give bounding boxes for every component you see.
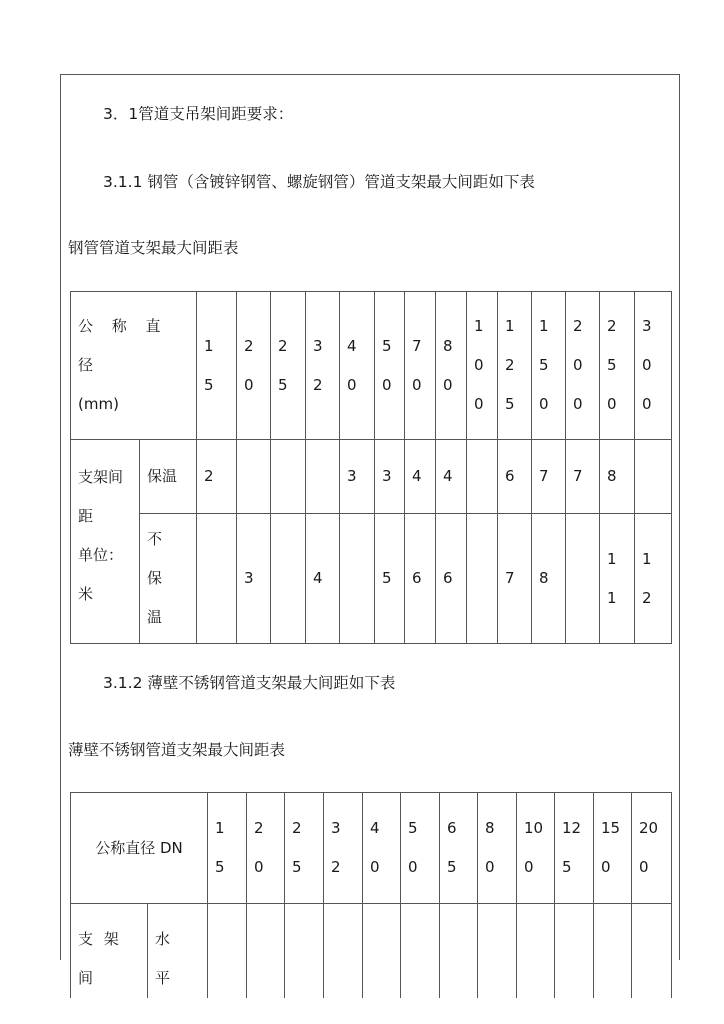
dn-100-digits xyxy=(524,809,554,887)
digit: 5 xyxy=(505,395,515,413)
digit: 2 xyxy=(292,819,302,837)
digit: 0 xyxy=(474,395,484,413)
digit: 6 xyxy=(412,569,422,587)
diameter-50 xyxy=(375,292,405,440)
horizontal-spacing-65 xyxy=(440,904,478,999)
steel-pipe-spacing-table xyxy=(70,291,672,644)
uninsulated-spacing-70 xyxy=(405,514,436,644)
digit: 4 xyxy=(313,569,323,587)
insulated-spacing-40 xyxy=(340,440,375,514)
diameter-250 xyxy=(600,292,635,440)
insulated-label: 保温 xyxy=(140,440,197,514)
diameter-80 xyxy=(436,292,467,440)
diameter-40 xyxy=(340,292,375,440)
digit: 5 xyxy=(204,375,214,394)
digit: 7 xyxy=(539,467,549,485)
digit: 5 xyxy=(382,569,392,587)
digit: 7 xyxy=(573,467,583,485)
digit: 0 xyxy=(573,395,583,413)
nominal-diameter-label: 公 称 直 径 xyxy=(78,317,168,374)
dn-50-digits xyxy=(408,809,439,887)
insulated-spacing-20 xyxy=(237,440,271,514)
insulated-spacing-125-digits xyxy=(505,457,531,496)
dn-header: 公称直径 DN xyxy=(71,793,208,904)
insulated-spacing-15-digits xyxy=(204,457,236,496)
dn-80 xyxy=(478,793,517,904)
uninsulated-spacing-125-digits xyxy=(505,559,531,598)
uninsulated-spacing-32 xyxy=(306,514,340,644)
diameter-25 xyxy=(271,292,306,440)
insulated-spacing-70-digits xyxy=(412,457,435,496)
digit: 2 xyxy=(607,317,617,335)
diameter-150-digits xyxy=(539,307,565,424)
digit: 10 xyxy=(524,819,544,837)
digit: 1 xyxy=(607,588,617,607)
dn-40 xyxy=(363,793,401,904)
digit: 2 xyxy=(331,858,341,876)
digit: 8 xyxy=(607,467,617,485)
horizontal-spacing-150 xyxy=(594,904,632,999)
dn-32-digits xyxy=(331,809,362,887)
dn-25-digits xyxy=(292,809,323,887)
digit: 0 xyxy=(639,858,649,876)
digit: 2 xyxy=(254,819,264,837)
insulated-spacing-150 xyxy=(532,440,566,514)
diameter-15 xyxy=(197,292,237,440)
digit: 8 xyxy=(485,819,495,837)
digit: 1 xyxy=(204,336,214,355)
insulated-spacing-150-digits xyxy=(539,457,565,496)
insulated-spacing-250-digits xyxy=(607,457,634,496)
horizontal-spacing-125 xyxy=(555,904,594,999)
digit: 2 xyxy=(505,356,515,374)
section-heading-3-1-2: 3.1.2 薄壁不锈钢管道支架最大间距如下表 xyxy=(103,674,396,692)
table1-row-uninsulated xyxy=(71,514,672,644)
uninsulated-spacing-250-digits xyxy=(607,540,634,618)
dn-100 xyxy=(517,793,555,904)
uninsulated-spacing-80 xyxy=(436,514,467,644)
dn-65-digits xyxy=(447,809,477,887)
insulated-spacing-250 xyxy=(600,440,635,514)
digit: 2 xyxy=(642,588,652,607)
digit: 0 xyxy=(642,356,652,374)
digit: 5 xyxy=(562,858,572,876)
digit: 5 xyxy=(292,858,302,876)
table2-row-horizontal xyxy=(71,904,672,999)
digit: 1 xyxy=(607,549,617,568)
digit: 4 xyxy=(412,467,422,485)
diameter-25-digits xyxy=(278,327,305,405)
digit: 3 xyxy=(347,467,357,485)
digit: 0 xyxy=(607,395,617,413)
dn-15 xyxy=(208,793,247,904)
digit: 1 xyxy=(215,819,225,837)
insulated-spacing-32 xyxy=(306,440,340,514)
diameter-20 xyxy=(237,292,271,440)
digit: 12 xyxy=(562,819,582,837)
digit: 0 xyxy=(408,858,418,876)
digit: 0 xyxy=(347,375,357,394)
uninsulated-spacing-20 xyxy=(237,514,271,644)
uninsulated-spacing-70-digits xyxy=(412,559,435,598)
uninsulated-spacing-100 xyxy=(467,514,498,644)
digit: 5 xyxy=(408,819,418,837)
digit: 4 xyxy=(347,336,357,355)
uninsulated-spacing-15 xyxy=(197,514,237,644)
digit: 7 xyxy=(412,336,422,355)
support-spacing-label xyxy=(71,440,140,644)
digit: 2 xyxy=(573,317,583,335)
diameter-100 xyxy=(467,292,498,440)
digit: 0 xyxy=(412,375,422,394)
section-heading-3-1: 3．1管道支吊架间距要求： xyxy=(103,105,294,123)
dn-25 xyxy=(285,793,324,904)
stainless-pipe-spacing-table xyxy=(70,792,672,998)
diameter-125-digits xyxy=(505,307,531,424)
uninsulated-spacing-25 xyxy=(271,514,306,644)
uninsulated-spacing-150-digits xyxy=(539,559,565,598)
uninsulated-label-line1: 不 保 xyxy=(147,530,170,587)
insulated-spacing-50-digits xyxy=(382,457,404,496)
uninsulated-spacing-40 xyxy=(340,514,375,644)
support-spacing-unit-label: 单位： xyxy=(78,546,124,564)
digit: 0 xyxy=(443,375,453,394)
digit: 0 xyxy=(254,858,264,876)
insulated-spacing-50 xyxy=(375,440,405,514)
dn-65 xyxy=(440,793,478,904)
horizontal-spacing-200 xyxy=(632,904,672,999)
digit: 0 xyxy=(642,395,652,413)
digit: 2 xyxy=(244,336,254,355)
digit: 1 xyxy=(474,317,484,335)
digit: 0 xyxy=(474,356,484,374)
nominal-diameter-unit: (mm) xyxy=(78,395,119,413)
uninsulated-spacing-20-digits xyxy=(244,559,270,598)
digit: 3 xyxy=(382,467,392,485)
insulated-spacing-70 xyxy=(405,440,436,514)
insulated-spacing-40-digits xyxy=(347,457,374,496)
insulated-spacing-80-digits xyxy=(443,457,466,496)
diameter-250-digits xyxy=(607,307,634,424)
digit: 0 xyxy=(370,858,380,876)
digit: 6 xyxy=(505,467,515,485)
dn-15-digits xyxy=(215,809,246,887)
uninsulated-label xyxy=(140,514,197,644)
uninsulated-spacing-300 xyxy=(635,514,672,644)
digit: 8 xyxy=(443,336,453,355)
section-heading-3-1-1: 3.1.1 钢管（含镀锌钢管、螺旋钢管）管道支架最大间距如下表 xyxy=(103,173,535,191)
table1-header-row xyxy=(71,292,672,440)
insulated-spacing-15 xyxy=(197,440,237,514)
diameter-50-digits xyxy=(382,327,404,405)
uninsulated-spacing-50-digits xyxy=(382,559,404,598)
table1-row-insulated xyxy=(71,440,672,514)
uninsulated-label-line2: 温 xyxy=(147,608,163,626)
horizontal-spacing-80 xyxy=(478,904,517,999)
diameter-200-digits xyxy=(573,307,599,424)
digit: 0 xyxy=(244,375,254,394)
horizontal-spacing-32 xyxy=(324,904,363,999)
digit: 6 xyxy=(447,819,457,837)
dn-200 xyxy=(632,793,672,904)
dn-150-digits xyxy=(601,809,631,887)
dn-125 xyxy=(555,793,594,904)
uninsulated-spacing-250 xyxy=(600,514,635,644)
table1-caption: 钢管管道支架最大间距表 xyxy=(68,239,239,257)
diameter-70 xyxy=(405,292,436,440)
digit: 20 xyxy=(639,819,659,837)
table2-header-row xyxy=(71,793,672,904)
digit: 3 xyxy=(331,819,341,837)
digit: 2 xyxy=(313,375,323,394)
dn-50 xyxy=(401,793,440,904)
diameter-300 xyxy=(635,292,672,440)
insulated-spacing-25 xyxy=(271,440,306,514)
diameter-20-digits xyxy=(244,327,270,405)
diameter-200 xyxy=(566,292,600,440)
digit: 6 xyxy=(443,569,453,587)
insulated-spacing-200 xyxy=(566,440,600,514)
digit: 15 xyxy=(601,819,621,837)
dn-20-digits xyxy=(254,809,284,887)
digit: 1 xyxy=(505,317,515,335)
uninsulated-spacing-80-digits xyxy=(443,559,466,598)
diameter-150 xyxy=(532,292,566,440)
digit: 3 xyxy=(313,336,323,355)
insulated-spacing-200-digits xyxy=(573,457,599,496)
digit: 4 xyxy=(370,819,380,837)
digit: 4 xyxy=(443,467,453,485)
support-spacing-label-line2: 距 xyxy=(78,507,94,525)
digit: 5 xyxy=(539,356,549,374)
diameter-32-digits xyxy=(313,327,339,405)
diameter-300-digits xyxy=(642,307,671,424)
diameter-80-digits xyxy=(443,327,466,405)
digit: 0 xyxy=(524,858,534,876)
support-spacing-unit-value: 米 xyxy=(78,585,94,603)
digit: 0 xyxy=(382,375,392,394)
digit: 0 xyxy=(485,858,495,876)
diameter-40-digits xyxy=(347,327,374,405)
diameter-15-digits xyxy=(204,327,236,405)
digit: 1 xyxy=(642,549,652,568)
uninsulated-spacing-32-digits xyxy=(313,559,339,598)
digit: 0 xyxy=(573,356,583,374)
diameter-125 xyxy=(498,292,532,440)
digit: 5 xyxy=(382,336,392,355)
dn-20 xyxy=(247,793,285,904)
uninsulated-spacing-150 xyxy=(532,514,566,644)
support-spacing-label-line1: 支架间 xyxy=(78,468,124,486)
digit: 0 xyxy=(539,395,549,413)
digit: 5 xyxy=(278,375,288,394)
dn-40-digits xyxy=(370,809,400,887)
diameter-32 xyxy=(306,292,340,440)
digit: 5 xyxy=(607,356,617,374)
uninsulated-spacing-50 xyxy=(375,514,405,644)
digit: 0 xyxy=(601,858,611,876)
digit: 5 xyxy=(447,858,457,876)
uninsulated-spacing-300-digits xyxy=(642,540,671,618)
digit: 8 xyxy=(539,569,549,587)
insulated-spacing-100 xyxy=(467,440,498,514)
dn-80-digits xyxy=(485,809,516,887)
digit: 7 xyxy=(505,569,515,587)
dn-32 xyxy=(324,793,363,904)
horizontal-label: 水 平 xyxy=(148,904,208,999)
horizontal-spacing-50 xyxy=(401,904,440,999)
insulated-spacing-125 xyxy=(498,440,532,514)
digit: 5 xyxy=(215,858,225,876)
insulated-spacing-300 xyxy=(635,440,672,514)
horizontal-spacing-25 xyxy=(285,904,324,999)
nominal-diameter-header xyxy=(71,292,197,440)
table2-caption: 薄壁不锈钢管道支架最大间距表 xyxy=(68,741,286,759)
digit: 3 xyxy=(244,569,254,587)
horizontal-spacing-100 xyxy=(517,904,555,999)
uninsulated-spacing-200 xyxy=(566,514,600,644)
diameter-70-digits xyxy=(412,327,435,405)
dn-150 xyxy=(594,793,632,904)
insulated-spacing-80 xyxy=(436,440,467,514)
dn-125-digits xyxy=(562,809,593,887)
digit: 1 xyxy=(539,317,549,335)
uninsulated-spacing-125 xyxy=(498,514,532,644)
digit: 2 xyxy=(204,467,214,485)
horizontal-spacing-40 xyxy=(363,904,401,999)
digit: 3 xyxy=(642,317,652,335)
support-spacing-label-2: 支 架 间 xyxy=(71,904,148,999)
diameter-100-digits xyxy=(474,307,497,424)
horizontal-spacing-15 xyxy=(208,904,247,999)
digit: 2 xyxy=(278,336,288,355)
dn-200-digits xyxy=(639,809,671,887)
horizontal-spacing-20 xyxy=(247,904,285,999)
